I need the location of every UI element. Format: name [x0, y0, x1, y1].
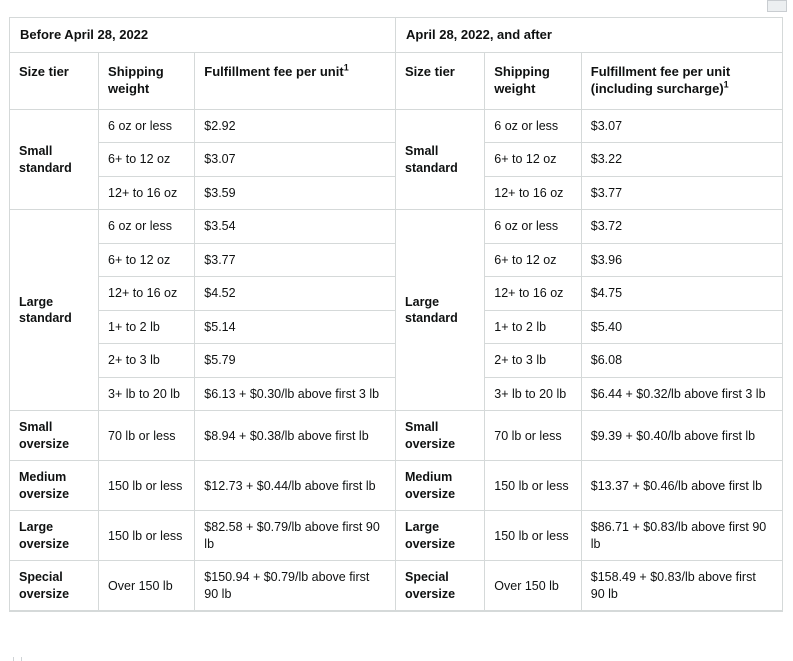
cell-size-tier: Large standard: [10, 210, 99, 411]
column-header-fulfillment-fee-text: Fulfillment fee per unit: [204, 63, 344, 79]
column-header-fulfillment-fee-text: Fulfillment fee per unit (including surcharge): [590, 63, 731, 96]
cell-size-tier: Large oversize: [10, 511, 99, 561]
table-row: [10, 511, 395, 561]
cell-fulfillment-fee: $9.39 + $0.40/lb above first lb: [581, 411, 782, 461]
column-header-fulfillment-fee: [581, 53, 782, 110]
table-row: [396, 511, 782, 561]
table-body: [10, 109, 395, 611]
table-row: [396, 561, 782, 611]
table-row: [10, 461, 395, 511]
fulfillment-fee-tables: [9, 17, 783, 612]
cell-shipping-weight: 70 lb or less: [99, 411, 195, 461]
table-head: [396, 53, 782, 110]
table-caption: April 28, 2022, and after: [396, 18, 782, 53]
cell-shipping-weight: 12+ to 16 oz: [99, 277, 195, 311]
column-header-shipping-weight: Shipping weight: [99, 53, 195, 110]
fee-table: [396, 53, 782, 612]
cell-shipping-weight: 6+ to 12 oz: [485, 243, 582, 277]
cell-shipping-weight: 1+ to 2 lb: [99, 310, 195, 344]
footnote-marker: 1: [343, 62, 349, 73]
table-row: [10, 561, 395, 611]
cell-shipping-weight: 150 lb or less: [99, 511, 195, 561]
table-row: [10, 411, 395, 461]
cell-fulfillment-fee: $3.54: [195, 210, 395, 244]
cell-size-tier: Medium oversize: [10, 461, 99, 511]
cell-fulfillment-fee: $3.07: [195, 143, 395, 177]
fee-table: [10, 53, 395, 612]
cell-shipping-weight: 12+ to 16 oz: [485, 277, 582, 311]
cell-size-tier: Small oversize: [396, 411, 485, 461]
table-row: [396, 411, 782, 461]
cell-shipping-weight: 70 lb or less: [485, 411, 582, 461]
cell-size-tier: Medium oversize: [396, 461, 485, 511]
cell-shipping-weight: 6+ to 12 oz: [99, 143, 195, 177]
cell-shipping-weight: 6+ to 12 oz: [485, 143, 582, 177]
cell-shipping-weight: 6 oz or less: [99, 210, 195, 244]
cell-fulfillment-fee: $3.07: [581, 109, 782, 143]
cell-shipping-weight: 6+ to 12 oz: [99, 243, 195, 277]
cell-size-tier: Large standard: [396, 210, 485, 411]
cell-shipping-weight: Over 150 lb: [485, 561, 582, 611]
scroll-corner-box: [767, 0, 787, 12]
cell-fulfillment-fee: $3.59: [195, 176, 395, 210]
cell-shipping-weight: 150 lb or less: [99, 461, 195, 511]
cell-shipping-weight: 2+ to 3 lb: [99, 344, 195, 378]
cell-fulfillment-fee: $158.49 + $0.83/lb above first 90 lb: [581, 561, 782, 611]
cell-shipping-weight: 12+ to 16 oz: [485, 176, 582, 210]
table-row: [10, 210, 395, 244]
table-after-april-2022: [396, 18, 782, 611]
cell-size-tier: Large oversize: [396, 511, 485, 561]
cell-shipping-weight: 12+ to 16 oz: [99, 176, 195, 210]
cell-fulfillment-fee: $13.37 + $0.46/lb above first lb: [581, 461, 782, 511]
cell-shipping-weight: 6 oz or less: [485, 109, 582, 143]
table-before-april-2022: [10, 18, 396, 611]
cell-fulfillment-fee: $5.40: [581, 310, 782, 344]
cell-fulfillment-fee: $4.52: [195, 277, 395, 311]
cell-fulfillment-fee: $3.77: [581, 176, 782, 210]
column-header-shipping-weight: Shipping weight: [485, 53, 582, 110]
cell-fulfillment-fee: $5.14: [195, 310, 395, 344]
cell-fulfillment-fee: $6.44 + $0.32/lb above first 3 lb: [581, 377, 782, 411]
cell-fulfillment-fee: $86.71 + $0.83/lb above first 90 lb: [581, 511, 782, 561]
column-header-fulfillment-fee: [195, 53, 395, 110]
cell-shipping-weight: 1+ to 2 lb: [485, 310, 582, 344]
cell-shipping-weight: 6 oz or less: [99, 109, 195, 143]
cell-fulfillment-fee: $4.75: [581, 277, 782, 311]
page-bottom-marker: [13, 657, 22, 661]
cell-fulfillment-fee: $3.72: [581, 210, 782, 244]
cell-shipping-weight: 3+ lb to 20 lb: [485, 377, 582, 411]
cell-fulfillment-fee: $12.73 + $0.44/lb above first lb: [195, 461, 395, 511]
cell-shipping-weight: 150 lb or less: [485, 461, 582, 511]
cell-fulfillment-fee: $3.22: [581, 143, 782, 177]
cell-fulfillment-fee: $6.08: [581, 344, 782, 378]
column-header-size-tier: Size tier: [396, 53, 485, 110]
cell-fulfillment-fee: $8.94 + $0.38/lb above first lb: [195, 411, 395, 461]
cell-fulfillment-fee: $5.79: [195, 344, 395, 378]
table-body: [396, 109, 782, 611]
table-row: [396, 461, 782, 511]
cell-shipping-weight: 6 oz or less: [485, 210, 582, 244]
cell-size-tier: Special oversize: [396, 561, 485, 611]
cell-fulfillment-fee: $2.92: [195, 109, 395, 143]
table-header-row: [396, 53, 782, 110]
table-head: [10, 53, 395, 110]
cell-fulfillment-fee: $3.96: [581, 243, 782, 277]
cell-shipping-weight: 3+ lb to 20 lb: [99, 377, 195, 411]
cell-size-tier: Small standard: [10, 109, 99, 210]
footnote-marker: 1: [723, 79, 729, 90]
cell-size-tier: Small oversize: [10, 411, 99, 461]
table-header-row: [10, 53, 395, 110]
cell-fulfillment-fee: $150.94 + $0.79/lb above first 90 lb: [195, 561, 395, 611]
cell-fulfillment-fee: $3.77: [195, 243, 395, 277]
table-row: [10, 109, 395, 143]
table-row: [396, 109, 782, 143]
cell-shipping-weight: 150 lb or less: [485, 511, 582, 561]
cell-fulfillment-fee: $82.58 + $0.79/lb above first 90 lb: [195, 511, 395, 561]
column-header-size-tier: Size tier: [10, 53, 99, 110]
table-row: [396, 210, 782, 244]
cell-shipping-weight: 2+ to 3 lb: [485, 344, 582, 378]
cell-fulfillment-fee: $6.13 + $0.30/lb above first 3 lb: [195, 377, 395, 411]
cell-size-tier: Small standard: [396, 109, 485, 210]
cell-shipping-weight: Over 150 lb: [99, 561, 195, 611]
table-caption: Before April 28, 2022: [10, 18, 395, 53]
cell-size-tier: Special oversize: [10, 561, 99, 611]
